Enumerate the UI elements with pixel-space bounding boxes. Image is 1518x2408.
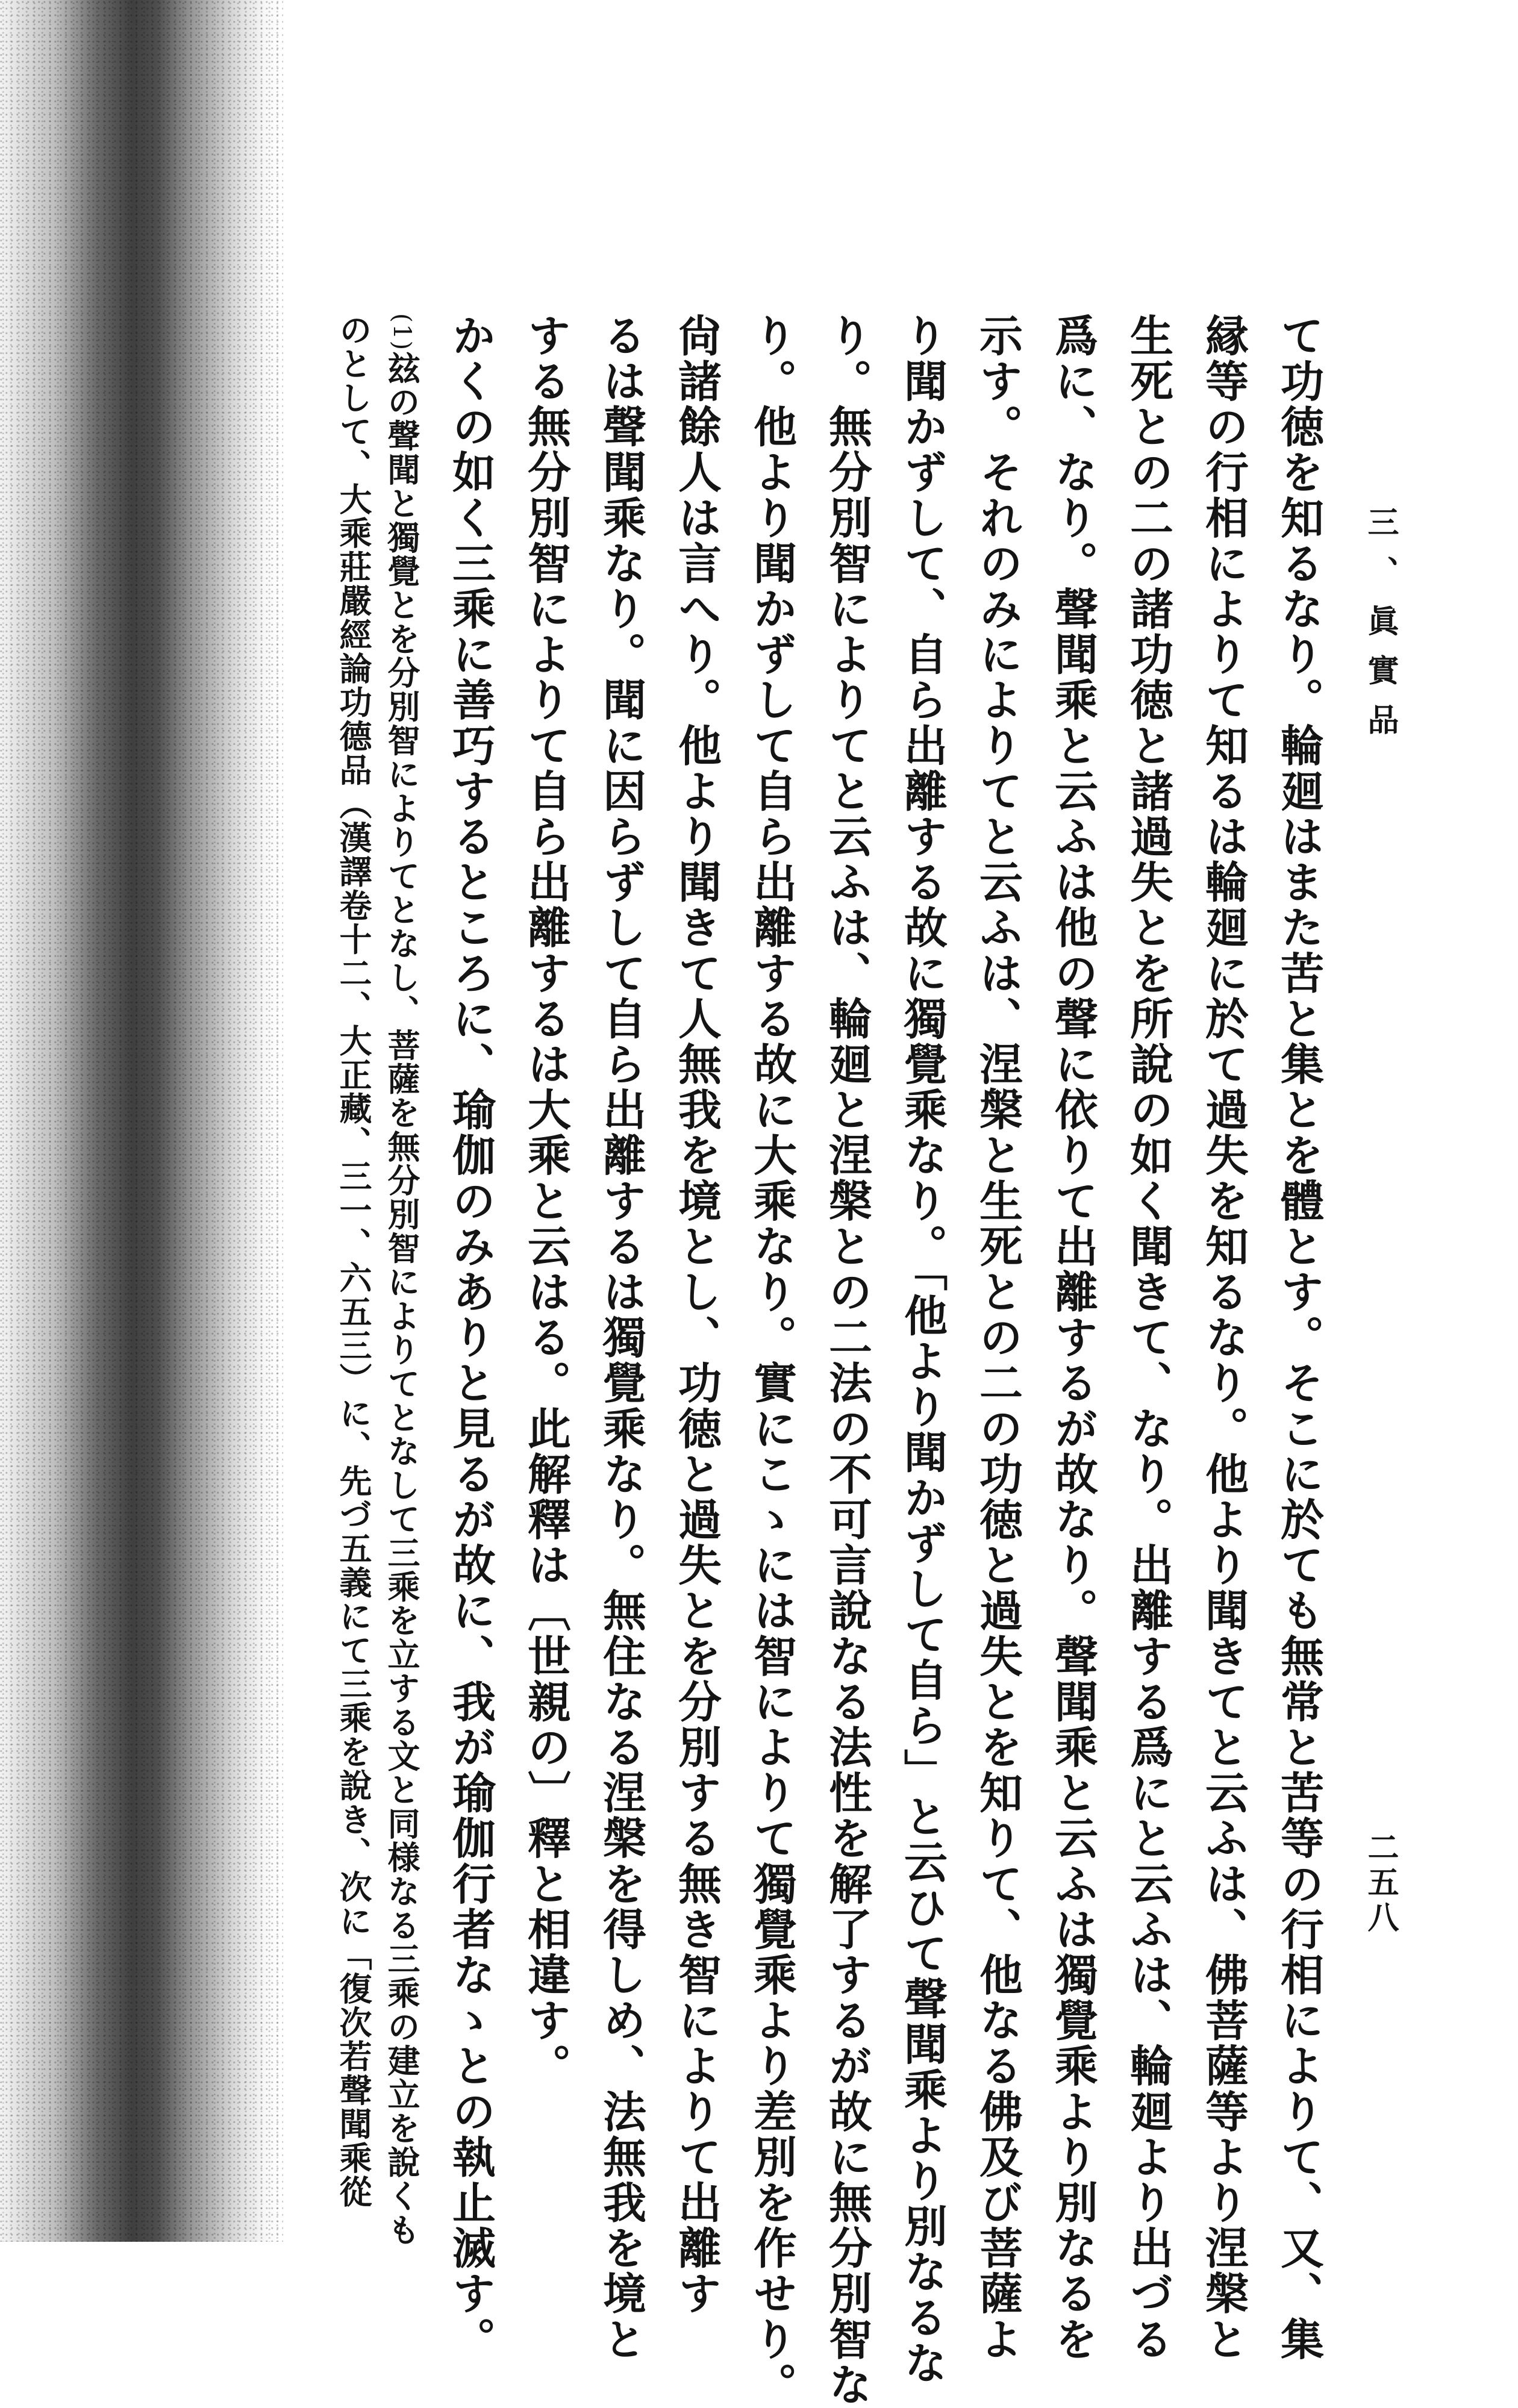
footnote-text-1: 玆の聲聞と獨覺とを分別智によりてとなし、菩薩を無分別智によりてとなして三乘を立する文と同様なる三乘の建立を說くも <box>383 351 421 2247</box>
body-line-11: する無分別智によりて自ら出離するは大乘と云はる。此解釋は〔世親の〕釋と相違す。 <box>520 313 572 2089</box>
body-line-12: かくの如く三乘に善巧するところに、瑜伽のみありと見るが故に、我が瑜伽行者なゝとの執止滅す。 <box>445 313 496 2362</box>
body-line-4: 爲に、なり。聲聞乘と云ふは他の聲に依りて出離するが故なり。聲聞乘と云ふは獨覺乘より別なるを <box>1048 313 1099 2362</box>
body-line-1: て功徳を知るなり。輪廻はまた苦と集とを體とす。そこに於ても無常と苦等の行相によりて、又、集 <box>1273 313 1325 2362</box>
body-line-10: るは聲聞乘なり。聞に因らずして自ら出離するは獨覺乘なり。無住なる涅槃を得しめ、法無我を境と <box>596 313 647 2362</box>
section-title: 三、眞實品 <box>1362 506 1399 753</box>
body-line-6: り聞かずして、自ら出離する故に獨覺乘なり。「他より聞かずして自ら」と云ひて聲聞乘より別なるな <box>897 313 948 2386</box>
scan-noise <box>0 0 283 2242</box>
footnote-line-1 <box>383 313 421 2247</box>
body-line-8: り。他より聞かずして自ら出離する故に大乘なり。實にこゝには智によりて獨覺乘より差別を作せり。 <box>746 313 798 2408</box>
footnote-line-2: のとして、大乘莊嚴經論功德品（漢譯卷十二、大正藏、三一、六五三）に、先づ五義にて三乘を說き、次に「復次若聲聞乘從 <box>334 313 373 2209</box>
page-number: 二五八 <box>1362 1831 1399 1936</box>
body-line-7: り。無分別智によりてと云ふは、輪廻と涅槃との二法の不可言說なる法性を解了するが故に無分別智な <box>822 313 873 2408</box>
body-line-5: 示す。それのみによりてと云ふは、涅槃と生死との二の功徳と過失とを知りて、他なる佛及び菩薩よ <box>972 313 1023 2362</box>
body-line-3: 生死との二の諸功徳と諸過失とを所說の如く聞きて、なり。出離する爲にと云ふは、輪廻より出づる <box>1123 313 1174 2362</box>
footnote-marker: (1) <box>388 313 416 352</box>
body-line-2: 縁等の行相によりて知るは輪廻に於て過失を知るなり。他より聞きてと云ふは、佛菩薩等より涅槃と <box>1198 313 1249 2362</box>
page-text-area <box>334 313 1446 2408</box>
body-line-9: 尙諸餘人は言へり。他より聞きて人無我を境とし、功徳と過失とを分別する無き智によりて出離す <box>671 313 722 2317</box>
